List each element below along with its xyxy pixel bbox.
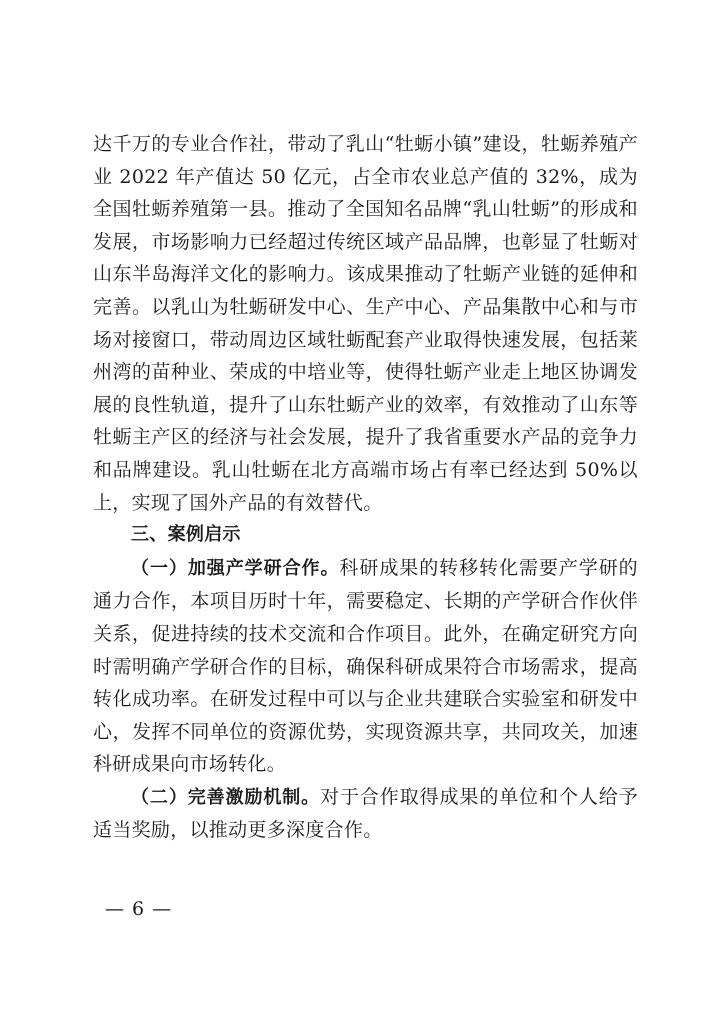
paragraph-2-body: 科研成果的转移转化需要产学研的通力合作，本项目历时十年，需要稳定、长期的产学研合作伙伴关系，促进持续的技术交流和合作项目。此外，在确定研究方向时需明确产学研合作的目标，确保科研成果符合市场需求，提高转化成功率。在研发过程中可以与企业共建联合实验室和研发中心，发挥不同单位的资源优势，实现资源共享，共同攻关，加速科研成果向市场转化。	[93, 556, 638, 776]
section-heading: 三、案例启示	[131, 524, 241, 546]
paragraph-3-lead: （二）完善激励机制。	[131, 786, 321, 808]
page-number: — 6 —	[105, 898, 173, 920]
paragraph-3-body: 对于合作取得成果的单位和个人给予适当奖励，以推动更多深度合作。	[93, 785, 638, 842]
paragraph-2-lead: （一）加强产学研合作。	[131, 557, 340, 579]
paragraph-2	[93, 552, 638, 781]
paragraph-3	[93, 781, 638, 847]
paragraph-1: 达千万的专业合作社，带动了乳山“牡蛎小镇”建设，牡蛎养殖产业 2022 年产值达 50 亿元，占全市农业总产值的 32%，成为全国牡蛎养殖第一县。推动了全国知名品牌“乳山牡蛎”的形成和发展，市场影响力已经超过传统区域产品品牌，也彰显了牡蛎对山东半岛海洋文化的影响力。该成果推动了牡蛎产业链的延伸和完善。以乳山为牡蛎研发中心、生产中心、产品集散中心和与市场对接窗口，带动周边区域牡蛎配套产业取得快速发展，包括莱州湾的苗种业、荣成的中培业等，使得牡蛎产业走上地区协调发展的良性轨道，提升了山东牡蛎产业的效率，有效推动了山东等牡蛎主产区的经济与社会发展，提升了我省重要水产品的竞争力和品牌建设。乳山牡蛎在北方高端市场占有率已经达到 50%以上，实现了国外产品的有效替代。	[93, 133, 638, 514]
document-body	[93, 128, 638, 847]
